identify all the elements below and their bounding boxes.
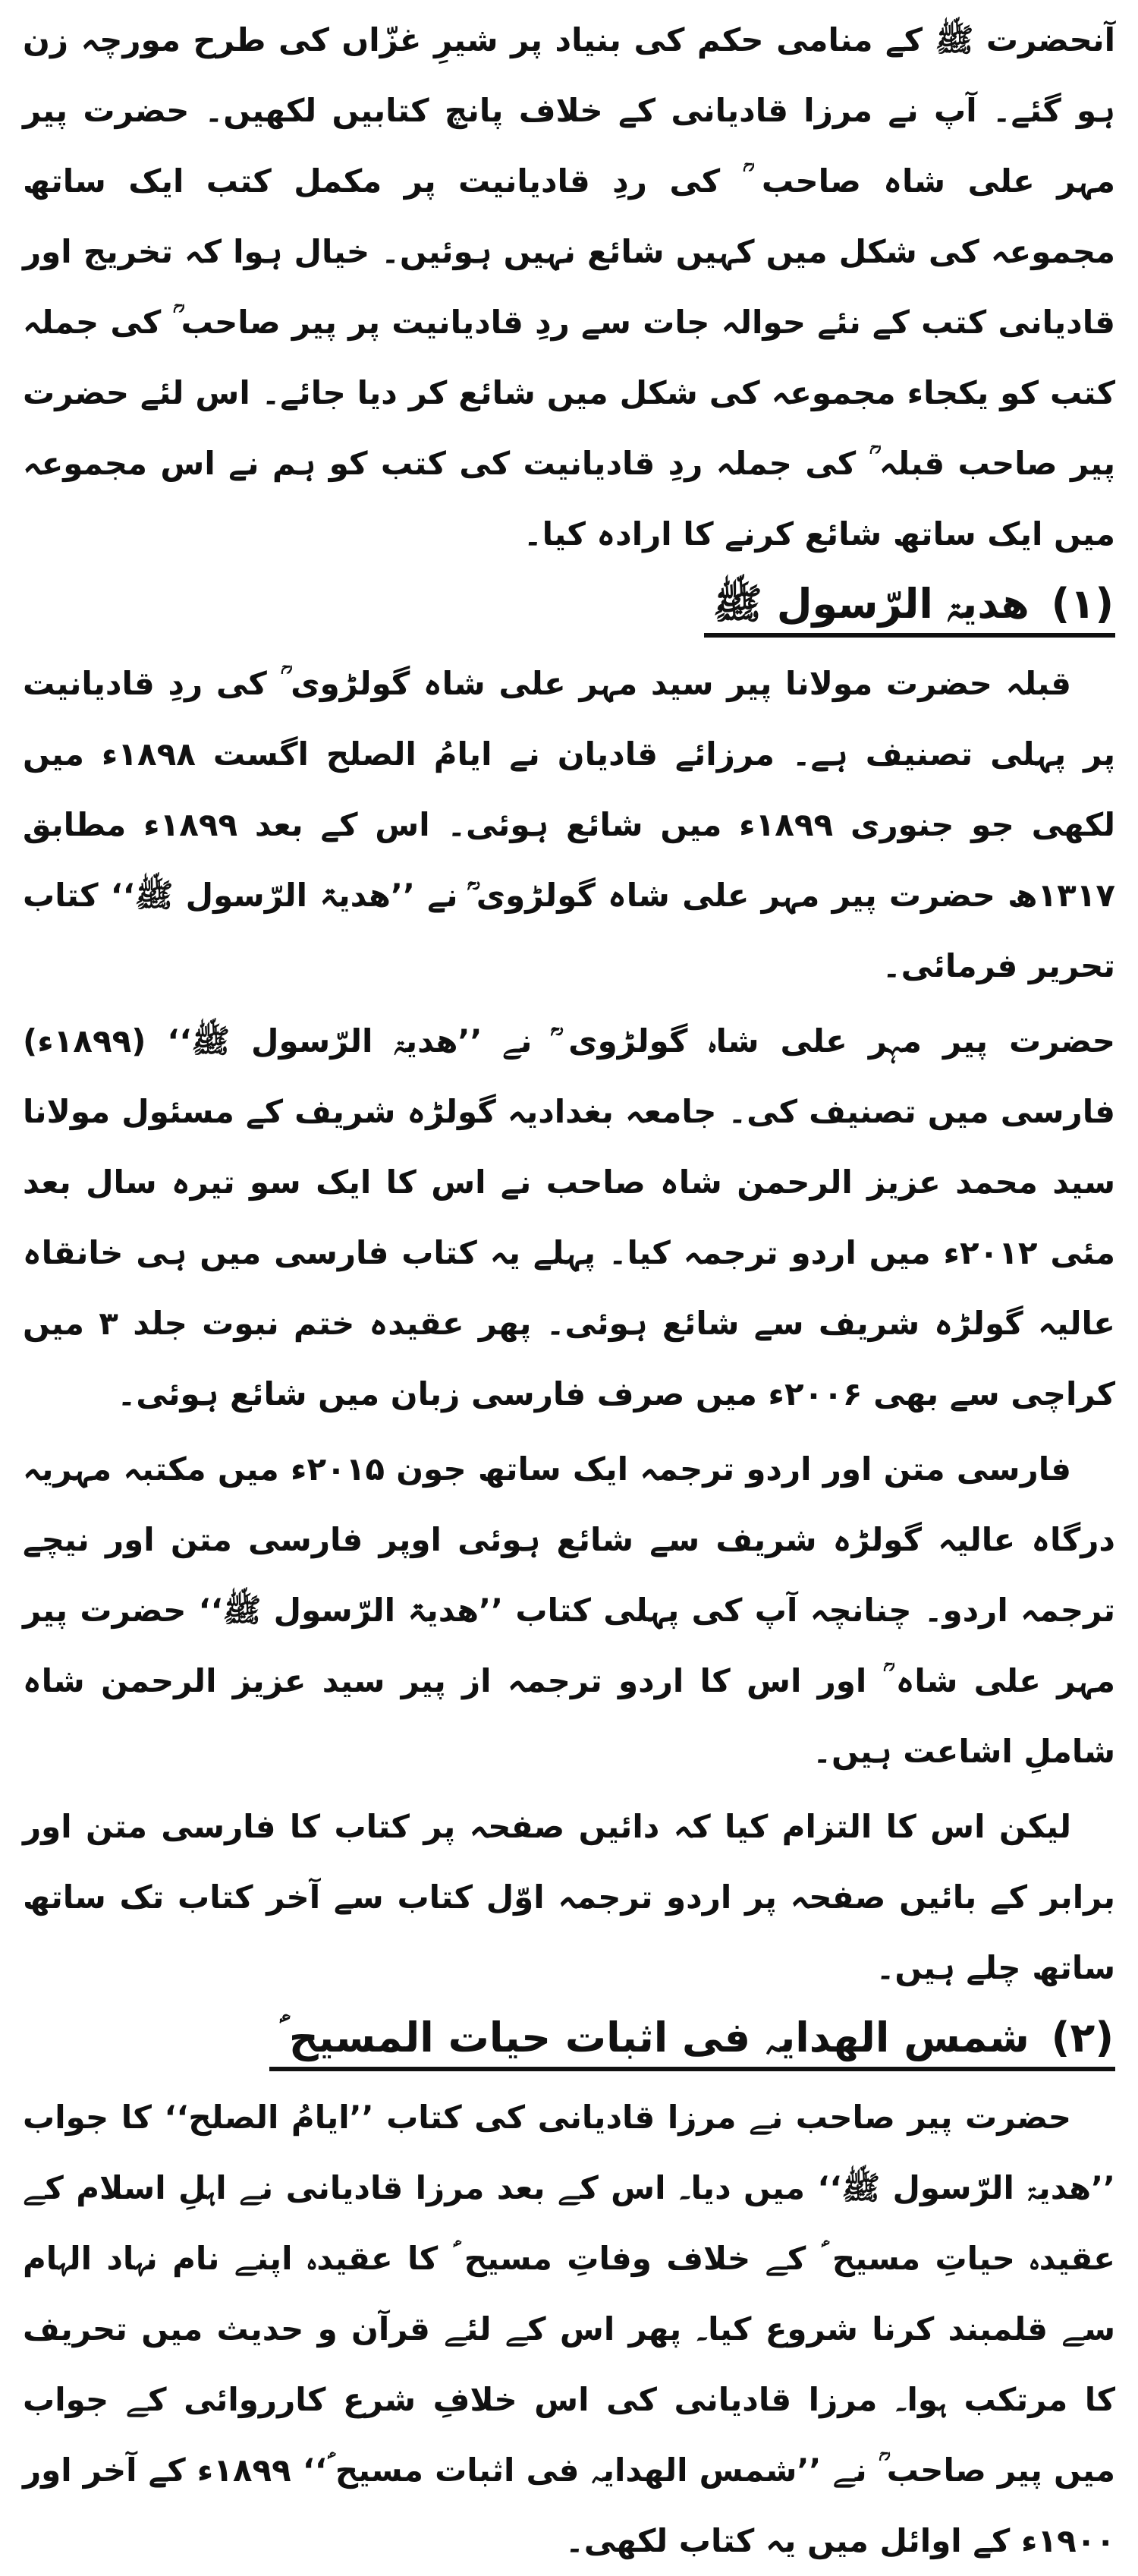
section-1-title: ھدیۃ الرّسول ﷺ [712, 580, 1030, 628]
section-2-title: شمس الھدایہ فی اثبات حیات المسیح ؑ [278, 2014, 1030, 2061]
section-1-paragraph-4: لیکن اس کا التزام کیا کہ دائیں صفحہ پر کتاب کا فارسی متن اور برابر کے بائیں صفحہ پر اردو ترجمہ اوّل کتاب سے آخر کتاب تک ساتھ ساتھ چلے ہیں۔ [23, 1808, 1115, 1986]
intro-paragraph: آنحضرت ﷺ کے منامی حکم کی بنیاد پر شیرِ غزّاں کی طرح مورچہ زن ہو گئے۔ آپ نے مرزا قادیانی کے خلاف پانچ کتابیں لکھیں۔ حضرت پیر مہر علی شاہ صاحب ؒ کی ردِ قادیانیت پر مکمل کتب ایک ساتھ مجموعہ کی شکل میں کہیں شائع نہیں ہوئیں۔ خیال ہوا کہ تخریج اور قادیانی کتب کے نئے حوالہ جات سے ردِ قادیانیت پر پیر صاحب ؒ کی جملہ کتب کو یکجاء مجموعہ کی شکل میں شائع کر دیا جائے۔ اس لئے حضرت پیر صاحب قبلہ ؒ کی جملہ ردِ قادیانیت کی کتب کو ہم نے اس مجموعہ میں ایک ساتھ شائع کرنے کا ارادہ کیا۔ [23, 21, 1115, 553]
section-1-paragraph-1: قبلہ حضرت مولانا پیر سید مہر علی شاہ گولڑوی ؒ کی ردِ قادیانیت پر پہلی تصنیف ہے۔ مرزائے قادیان نے ایامُ الصلح اگست ۱۸۹۸ء میں لکھی جو جنوری ۱۸۹۹ء میں شائع ہوئی۔ اس کے بعد ۱۸۹۹ء مطابق ۱۳۱۷ھ حضرت پیر مہر علی شاہ گولڑوی ؒ نے ’’ھدیۃ الرّسول ﷺ‘‘ کتاب تحریر فرمائی۔ [23, 665, 1116, 984]
section-2-paragraph-1: حضرت پیر صاحب نے مرزا قادیانی کی کتاب ’’ایامُ الصلح‘‘ کا جواب ’’ھدیۃ الرّسول ﷺ‘‘ میں دیا۔ اس کے بعد مرزا قادیانی نے اہلِ اسلام کے عقیدہ حیاتِ مسیح ؑ کے خلاف وفاتِ مسیح ؑ کا عقیدہ اپنے نام نہاد الہام سے قلمبند کرنا شروع کیا۔ پھر اس کے لئے قرآن و حدیث میں تحریف کا مرتکب ہوا۔ مرزا قادیانی کی اس خلافِ شرع کارروائی کے جواب میں پیر صاحب ؒ نے ’’شمس الھدایہ فی اثبات مسیح ؑ‘‘ ۱۸۹۹ء کے آخر اور ۱۹۰۰ء کے اوائل میں یہ کتاب لکھی۔ [23, 2099, 1115, 2559]
section-1-number: (۱) [1051, 580, 1114, 628]
section-2-heading [23, 2009, 1115, 2071]
section-2-number: (۲) [1051, 2014, 1114, 2061]
section-2-heading-underlined [269, 2009, 1115, 2071]
section-1-paragraph-2: حضرت پیر مہر علی شاہ گولڑوی ؒ نے ’’ھدیۃ الرّسول ﷺ‘‘ (۱۸۹۹ء) فارسی میں تصنیف کی۔ جامعہ بغدادیہ گولڑہ شریف کے مسئول مولانا سید محمد عزیز الرحمن شاہ صاحب نے اس کا ایک سو تیرہ سال بعد مئی ۲۰۱۲ء میں اردو ترجمہ کیا۔ پہلے یہ کتاب فارسی میں ہی خانقاہ عالیہ گولڑہ شریف سے شائع ہوئی۔ پھر عقیدہ ختم نبوت جلد ۳ میں کراچی سے بھی ۲۰۰۶ء میں صرف فارسی زبان میں شائع ہوئی۔ [23, 1022, 1115, 1412]
section-1-heading-underlined [704, 575, 1115, 638]
section-1-paragraph-3: فارسی متن اور اردو ترجمہ ایک ساتھ جون ۲۰۱۵ء میں مکتبہ مہریہ درگاہ عالیہ گولڑہ شریف سے شائع ہوئی اوپر فارسی متن اور نیچے ترجمہ اردو۔ چنانچہ آپ کی پہلی کتاب ’’ھدیۃ الرّسول ﷺ‘‘ حضرت پیر مہر علی شاہ ؒ اور اس کا اردو ترجمہ از پیر سید عزیز الرحمن شاہ شاملِ اشاعت ہیں۔ [23, 1450, 1115, 1770]
document-page [23, 5, 1116, 2559]
section-1-heading [23, 575, 1115, 638]
